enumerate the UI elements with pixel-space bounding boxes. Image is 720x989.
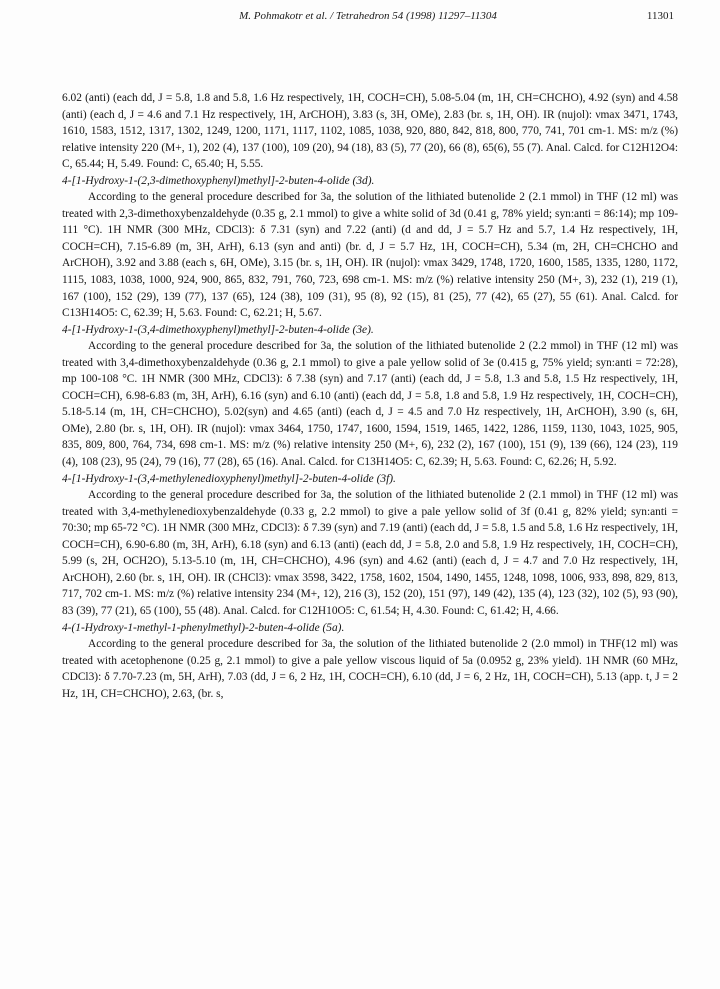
paragraph-3d-procedure: According to the general procedure described for 3a, the solution of the lithiated butenolide 2 (2.1 mmol) in THF (12 ml) was treated with 2,3-dimethoxybenzaldehyde (0.35 g, 2.1 mmol) to give a white solid of 3d (0.41 g, 78% yield; syn:anti = 86:14); mp 109-111 °C). 1H NMR (300 MHz, CDCl3): δ 7.31 (syn) and 7.22 (anti) (d and dd, J = 5.7 Hz and 5.7, 1.4 Hz respectively, 1H, COCH=CH), 7.15-6.89 (m, 3H, ArH), 6.13 (syn and anti) (br. d, J = 5.7 Hz, 1H, COCH=CH), 5.34 (m, 2H, CH=CHCHO and ArCHOH), 3.92 and 3.88 (each s, 6H, OMe), 3.15 (br. s, 1H, OH). IR (nujol): νmax 3429, 1748, 1720, 1600, 1585, 1335, 1280, 1172, 1115, 1083, 1038, 1000, 924, 900, 865, 832, 791, 760, 723, 698 cm-1. MS: m/z (%) relative intensity 250 (M+, 3), 232 (1), 219 (1), 167 (100), 152 (29), 139 (77), 137 (65), 124 (38), 109 (31), 95 (8), 92 (15), 81 (25), 77 (42), 65 (27), 55 (61). Anal. Calcd. for C13H14O5: C, 62.39; H, 5.63. Found: C, 62.21; H, 5.67. [62,191,678,320]
paragraph-3f-procedure: According to the general procedure described for 3a, the solution of the lithiated butenolide 2 (2.1 mmol) in THF (12 ml) was treated with 3,4-methylenedioxybenzaldehyde (0.33 g, 2.2 mmol) to give a pale yellow solid of 3f (0.41 g, 82% yield; syn:anti = 70:30; mp 65-72 °C). 1H NMR (300 MHz, CDCl3): δ 7.39 (syn) and 7.19 (anti) (each dd, J = 5.8, 1.5 and 5.8, 1.6 Hz respectively, 1H, COCH=CH), 6.90-6.80 (m, 3H, ArH), 6.18 (syn) and 6.13 (anti) (each dd, J = 5.8, 2.0 and 5.8, 1.9 Hz respectively, 1H, COCH=CH), 5.99 (s, 2H, OCH2O), 5.13-5.10 (m, 1H, CH=CHCHO), 4.96 (syn) and 4.62 (anti) (each d, J = 4.7 and 7.0 Hz respectively, 1H, ArCHOH), 2.60 (br. s, 1H, OH). IR (CHCl3): νmax 3598, 3422, 1758, 1602, 1504, 1490, 1455, 1248, 1098, 1006, 933, 898, 829, 813, 717, 702 cm-1. MS: m/z (%) relative intensity 234 (M+, 12), 216 (3), 152 (20), 151 (97), 149 (42), 135 (4), 123 (32), 102 (5), 93 (90), 83 (39), 77 (21), 65 (100), 55 (48). Anal. Calcd. for C12H10O5: C, 61.54; H, 4.30. Found: C, 61.42; H, 4.66. [62,489,678,617]
compound-heading-3e: 4-[1-Hydroxy-1-(3,4-dimethoxyphenyl)methyl]-2-buten-4-olide (3e). [62,323,374,336]
experimental-text [62,90,678,702]
compound-heading-5a: 4-(1-Hydroxy-1-methyl-1-phenylmethyl)-2-buten-4-olide (5a). [62,621,345,634]
page-number: 11301 [646,10,674,22]
running-head: M. Pohmakotr et al. / Tetrahedron 54 (1998) 11297–11304 [239,10,497,22]
compound-heading-3f: 4-[1-Hydroxy-1-(3,4-methylenedioxyphenyl)methyl]-2-buten-4-olide (3f). [62,472,396,485]
paragraph-3c-data-continued: 6.02 (anti) (each dd, J = 5.8, 1.8 and 5.8, 1.6 Hz respectively, 1H, COCH=CH), 5.08-5.04 (m, 1H, CH=CHCHO), 4.92 (syn) and 4.58 (anti) (each d, J = 4.6 and 7.1 Hz respectively, 1H, ArCHOH), 3.83 (s, 3H, OMe), 2.83 (br. s, 1H, OH). IR (nujol): νmax 3471, 1743, 1610, 1583, 1512, 1317, 1302, 1249, 1200, 1171, 1117, 1102, 1085, 1038, 920, 880, 842, 818, 800, 770, 741, 701 cm-1. MS: m/z (%) relative intensity 220 (M+, 1), 202 (4), 137 (100), 109 (20), 94 (18), 83 (5), 77 (20), 66 (8), 65(6), 55 (7). Anal. Calcd. for C12H12O4: C, 65.44; H, 5.49. Found: C, 65.40; H, 5.55. [62,92,678,171]
paragraph-5a-procedure: According to the general procedure described for 3a, the solution of the lithiated butenolide 2 (2.0 mmol) in THF(12 ml) was treated with acetophenone (0.25 g, 2.1 mmol) to give a pale yellow viscous liquid of 5a (0.0952 g, 23% yield). 1H NMR (60 MHz, CDCl3): δ 7.70-7.23 (m, 5H, ArH), 7.03 (dd, J = 6, 2 Hz, 1H, COCH=CH), 6.10 (dd, J = 6, 2 Hz, 1H, COCH=CH), 5.13 (app. t, J = 2 Hz, 1H, CH=CHCHO), 2.63, (br. s, [62,638,678,700]
paragraph-3e-procedure: According to the general procedure described for 3a, the solution of the lithiated butenolide 2 (2.2 mmol) in THF (12 ml) was treated with 3,4-dimethoxybenzaldehyde (0.36 g, 2.1 mmol) to give a pale yellow solid of 3e (0.415 g, 75% yield; syn:anti = 72:28), mp 100-108 °C. 1H NMR (300 MHz, CDCl3): δ 7.38 (syn) and 7.17 (anti) (each dd, J = 5.8, 1.3 and 5.8, 1.5 Hz respectively, 1H, COCH=CH), 6.98-6.83 (m, 3H, ArH), 6.16 (syn) and 6.10 (anti) (each dd, J = 5.8, 1.8 and 5.8, 1.9 Hz respectively, 1H, COCH=CH), 5.18-5.14 (m, 1H, CH=CHCHO), 5.02(syn) and 4.65 (anti) (each d, J = 4.5 and 7.0 Hz respectively, 1H, ArCHOH), 3.90 (s, 6H, OMe), 2.80 (br. s, 1H, OH). IR (nujol): νmax 3464, 1750, 1747, 1600, 1594, 1519, 1465, 1422, 1286, 1159, 1130, 1043, 1025, 905, 835, 809, 800, 764, 734, 698 cm-1. MS: m/z (%) relative intensity 250 (M+, 6), 232 (2), 167 (100), 151 (9), 139 (66), 124 (23), 119 (4), 108 (23), 95 (24), 79 (16), 77 (28), 65 (16). Anal. Calcd. for C13H14O5: C, 62.39; H, 5.63. Found: C, 62.26; H, 5.92. [62,340,678,469]
page-header [62,10,674,26]
compound-heading-3d: 4-[1-Hydroxy-1-(2,3-dimethoxyphenyl)methyl]-2-buten-4-olide (3d). [62,174,375,187]
